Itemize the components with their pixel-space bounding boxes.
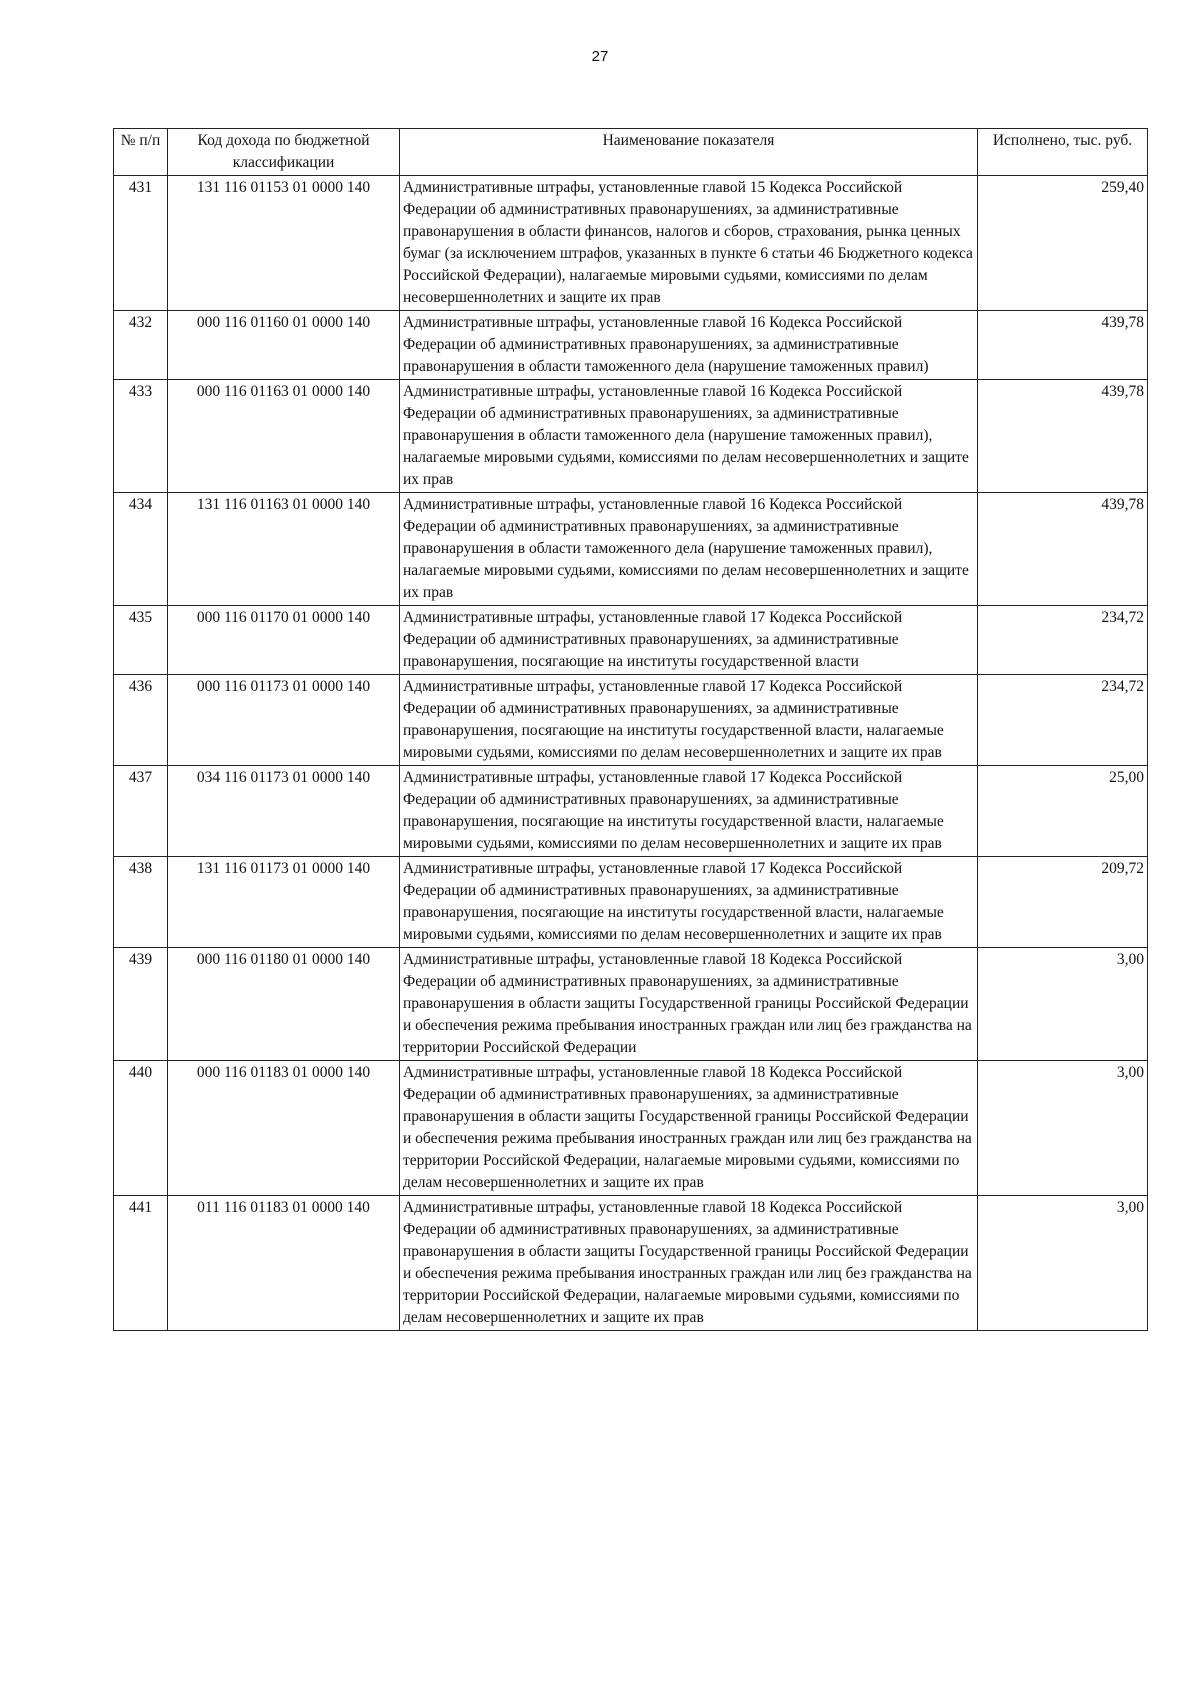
table-header-row — [114, 129, 1148, 176]
table-row — [114, 311, 1148, 380]
header-name: Наименование показателя — [400, 129, 978, 176]
row-name: Административные штрафы, установленные главой 16 Кодекса Российской Федерации об административных правонарушениях, за административные правонарушения в области таможенного дела (нарушение таможенных правил), налагаемые мировыми судьями, комиссиями по делам несовершеннолетних и защите их прав — [400, 380, 978, 493]
row-value: 439,78 — [978, 311, 1148, 380]
row-code: 131 116 01153 01 0000 140 — [168, 176, 400, 311]
row-code: 131 116 01163 01 0000 140 — [168, 493, 400, 606]
table-row — [114, 857, 1148, 948]
table-row — [114, 176, 1148, 311]
row-name: Административные штрафы, установленные главой 17 Кодекса Российской Федерации об административных правонарушениях, за административные правонарушения, посягающие на институты государственной власти — [400, 606, 978, 675]
row-name: Административные штрафы, установленные главой 17 Кодекса Российской Федерации об административных правонарушениях, за административные правонарушения, посягающие на институты государственной власти, налагаемые мировыми судьями, комиссиями по делам несовершеннолетних и защите их прав — [400, 766, 978, 857]
row-name: Административные штрафы, установленные главой 17 Кодекса Российской Федерации об административных правонарушениях, за административные правонарушения, посягающие на институты государственной власти, налагаемые мировыми судьями, комиссиями по делам несовершеннолетних и защите их прав — [400, 857, 978, 948]
row-num: 434 — [114, 493, 168, 606]
row-name: Административные штрафы, установленные главой 16 Кодекса Российской Федерации об административных правонарушениях, за административные правонарушения в области таможенного дела (нарушение таможенных правил), налагаемые мировыми судьями, комиссиями по делам несовершеннолетних и защите их прав — [400, 493, 978, 606]
header-value: Исполнено, тыс. руб. — [978, 129, 1148, 176]
row-num: 439 — [114, 948, 168, 1061]
row-name: Административные штрафы, установленные главой 18 Кодекса Российской Федерации об административных правонарушениях, за административные правонарушения в области защиты Государственной границы Российской Федерации и обеспечения режима пребывания иностранных граждан или лиц без гражданства на территории Российской Федерации — [400, 948, 978, 1061]
table-row — [114, 948, 1148, 1061]
row-num: 437 — [114, 766, 168, 857]
header-code: Код дохода по бюджетной классификации — [168, 129, 400, 176]
row-name: Административные штрафы, установленные главой 17 Кодекса Российской Федерации об административных правонарушениях, за административные правонарушения, посягающие на институты государственной власти, налагаемые мировыми судьями, комиссиями по делам несовершеннолетних и защите их прав — [400, 675, 978, 766]
row-value: 234,72 — [978, 675, 1148, 766]
table-row — [114, 1196, 1148, 1331]
table-row — [114, 766, 1148, 857]
row-num: 438 — [114, 857, 168, 948]
row-value: 3,00 — [978, 1061, 1148, 1196]
row-code: 000 116 01173 01 0000 140 — [168, 675, 400, 766]
row-code: 000 116 01170 01 0000 140 — [168, 606, 400, 675]
table-row — [114, 380, 1148, 493]
row-num: 435 — [114, 606, 168, 675]
row-code: 000 116 01180 01 0000 140 — [168, 948, 400, 1061]
row-name: Административные штрафы, установленные главой 18 Кодекса Российской Федерации об административных правонарушениях, за административные правонарушения в области защиты Государственной границы Российской Федерации и обеспечения режима пребывания иностранных граждан или лиц без гражданства на территории Российской Федерации, налагаемые мировыми судьями, комиссиями по делам несовершеннолетних и защите их прав — [400, 1196, 978, 1331]
table-row — [114, 606, 1148, 675]
row-value: 25,00 — [978, 766, 1148, 857]
row-num: 436 — [114, 675, 168, 766]
row-value: 259,40 — [978, 176, 1148, 311]
row-code: 011 116 01183 01 0000 140 — [168, 1196, 400, 1331]
row-name: Административные штрафы, установленные главой 18 Кодекса Российской Федерации об административных правонарушениях, за административные правонарушения в области защиты Государственной границы Российской Федерации и обеспечения режима пребывания иностранных граждан или лиц без гражданства на территории Российской Федерации, налагаемые мировыми судьями, комиссиями по делам несовершеннолетних и защите их прав — [400, 1061, 978, 1196]
row-code: 000 116 01183 01 0000 140 — [168, 1061, 400, 1196]
header-num: № п/п — [114, 129, 168, 176]
row-num: 441 — [114, 1196, 168, 1331]
row-value: 3,00 — [978, 1196, 1148, 1331]
table-row — [114, 675, 1148, 766]
row-code: 131 116 01173 01 0000 140 — [168, 857, 400, 948]
row-code: 034 116 01173 01 0000 140 — [168, 766, 400, 857]
table-row — [114, 1061, 1148, 1196]
revenue-table — [113, 128, 1148, 1331]
row-value: 234,72 — [978, 606, 1148, 675]
row-num: 440 — [114, 1061, 168, 1196]
row-value: 3,00 — [978, 948, 1148, 1061]
row-code: 000 116 01163 01 0000 140 — [168, 380, 400, 493]
row-num: 432 — [114, 311, 168, 380]
page-number: 27 — [591, 48, 609, 65]
row-num: 431 — [114, 176, 168, 311]
row-name: Административные штрафы, установленные главой 16 Кодекса Российской Федерации об административных правонарушениях, за административные правонарушения в области таможенного дела (нарушение таможенных правил) — [400, 311, 978, 380]
table-row — [114, 493, 1148, 606]
row-value: 439,78 — [978, 493, 1148, 606]
row-value: 439,78 — [978, 380, 1148, 493]
row-num: 433 — [114, 380, 168, 493]
row-code: 000 116 01160 01 0000 140 — [168, 311, 400, 380]
row-name: Административные штрафы, установленные главой 15 Кодекса Российской Федерации об административных правонарушениях, за административные правонарушения в области финансов, налогов и сборов, страхования, рынка ценных бумаг (за исключением штрафов, указанных в пункте 6 статьи 46 Бюджетного кодекса Российской Федерации), налагаемые мировыми судьями, комиссиями по делам несовершеннолетних и защите их прав — [400, 176, 978, 311]
row-value: 209,72 — [978, 857, 1148, 948]
